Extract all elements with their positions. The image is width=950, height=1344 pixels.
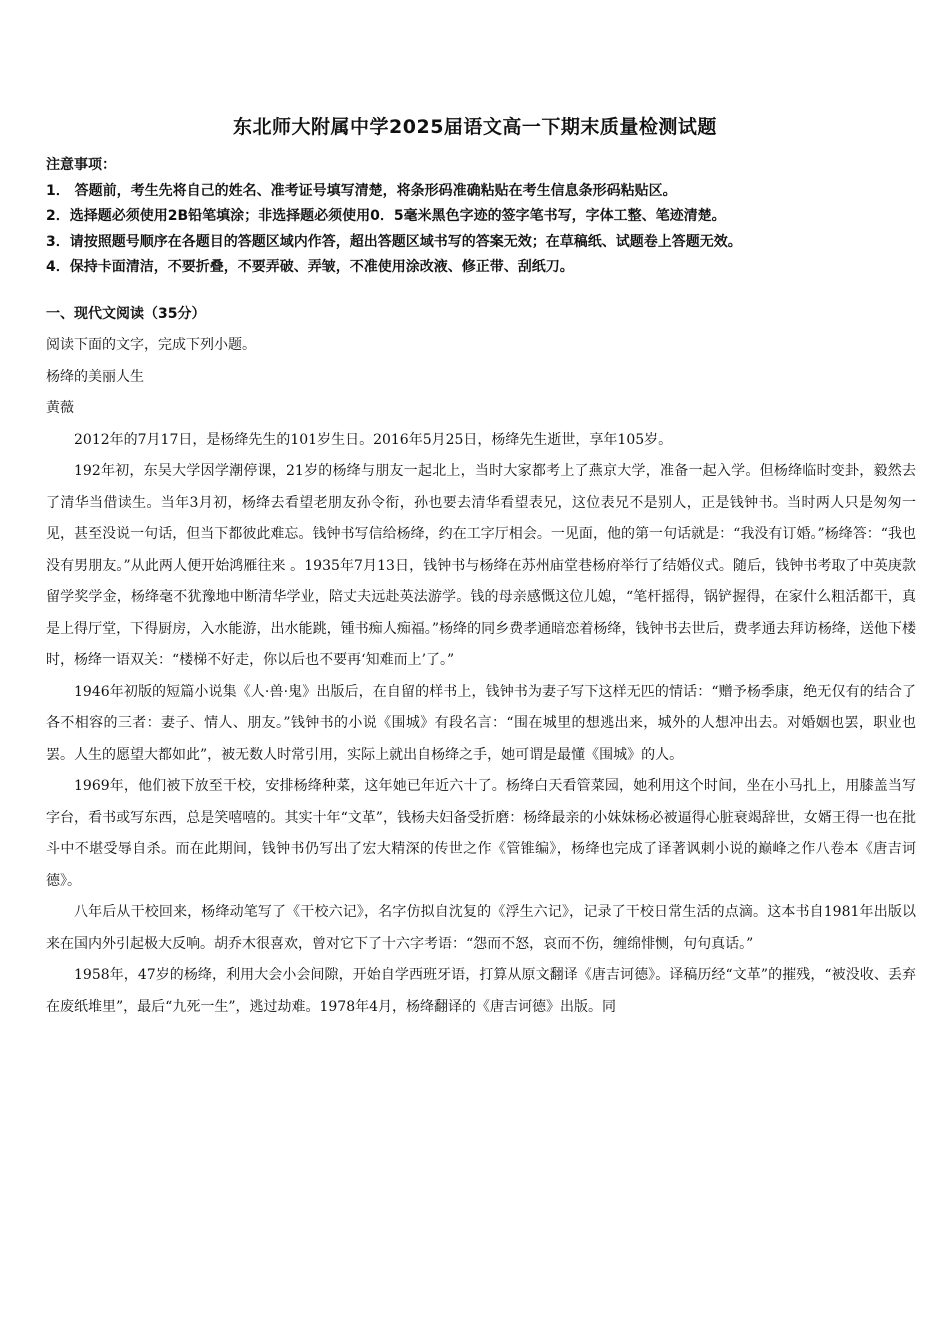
reading-section [46, 302, 916, 1023]
notice-item: 4．保持卡面清洁，不要折叠，不要弄破、弄皱，不准使用涂改液、修正带、刮纸刀。 [46, 259, 574, 275]
article-paragraph: 八年后从干校回来，杨绛动笔写了《干校六记》，名字仿拟自沈复的《浮生六记》，记录了干校日常生活的点滴。这本书自1981年出版以来在国内外引起极大反响。胡乔木很喜欢，曾对它下了十六字考语：“怨而不怒，哀而不伤，缠绵悱恻，句句真话。” [46, 904, 916, 952]
article-paragraph: 1969年，他们被下放至干校，安排杨绛种菜，这年她已年近六十了。杨绛白天看管菜园，她利用这个时间，坐在小马扎上，用膝盖当写字台，看书或写东西，总是笑嘻嘻的。其实十年“文革”，钱杨夫妇备受折磨：杨绛最亲的小妹妹杨必被逼得心脏衰竭辞世，女婿王得一也在批斗中不堪受辱自杀。而在此期间，钱钟书仍写出了宏大精深的传世之作《管锥编》，杨绛也完成了译著讽刺小说的巅峰之作八卷本《唐吉诃德》。 [46, 778, 916, 889]
section-instruction: 阅读下面的文字，完成下列小题。 [46, 337, 256, 353]
article-title: 杨绛的美丽人生 [46, 368, 144, 385]
article-paragraph: 1958年，47岁的杨绛，利用大会小会间隙，开始自学西班牙语，打算从原文翻译《唐吉诃德》。译稿历经“文革”的摧残，“被没收、丢弃在废纸堆里”，最后“九死一生”，逃过劫难。1978年4月，杨绛翻译的《唐吉诃德》出版。同 [46, 967, 916, 1015]
notice-item: 3．请按照题号顺序在各题目的答题区域内作答，超出答题区域书写的答案无效；在草稿纸、试题卷上答题无效。 [46, 233, 742, 250]
section-heading: 一、现代文阅读（35分） [46, 306, 206, 322]
notice-block [46, 153, 916, 281]
exam-title: 东北师大附属中学2025届语文高一下期末质量检测试题 [233, 116, 717, 138]
notice-heading: 注意事项： [46, 157, 116, 173]
article-paragraph: 1946年初版的短篇小说集《人·兽·鬼》出版后，在自留的样书上，钱钟书为妻子写下这样无匹的情话：“赠予杨季康，绝无仅有的结合了各不相容的三者：妻子、情人、朋友。”钱钟书的小说《围城》有段名言：“围在城里的想逃出来，城外的人想冲出去。对婚姻也罢，职业也罢。人生的愿望大都如此”，被无数人时常引用，实际上就出自杨绛之手，她可谓是最懂《围城》的人。 [46, 683, 916, 763]
article-paragraph: 192年初，东吴大学因学潮停课，21岁的杨绛与朋友一起北上，当时大家都考上了燕京大学，准备一起入学。但杨绛临时变卦，毅然去了清华当借读生。当年3月初，杨绛去看望老朋友孙令衔，孙也要去清华看望表兄，这位表兄不是别人，正是钱钟书。当时两人只是匆匆一见，甚至没说一句话，但当下都彼此难忘。钱钟书写信给杨绛，约在工字厅相会。一见面，他的第一句话就是：“我没有订婚。”杨绛答：“我也没有男朋友。”从此两人便开始鸿雁往来 。1935年7月13日，钱钟书与杨绛在苏州庙堂巷杨府举行了结婚仪式。随后，钱钟书考取了中英庚款留学奖学金，杨绛毫不犹豫地中断清华学业，陪丈夫远赴英法游学。钱的母亲感慨这位儿媳，“笔杆摇得，锅铲握得，在家什么粗活都干，真是上得厅堂，下得厨房，入水能游，出水能跳，锺书痴人痴福。”杨绛的同乡费孝通暗恋着杨绛，钱钟书去世后，费孝通去拜访杨绛，送他下楼时，杨绛一语双关：“楼梯不好走，你以后也不要再‘知难而上’了。” [46, 463, 916, 668]
notice-item: 2．选择题必须使用2B铅笔填涂；非选择题必须使用0．5毫米黑色字迹的签字笔书写，字体工整、笔迹清楚。 [46, 208, 726, 224]
article-author: 黄薇 [46, 400, 74, 416]
notice-item: 1． 答题前，考生先将自己的姓名、准考证号填写清楚，将条形码准确粘贴在考生信息条形码粘贴区。 [46, 182, 677, 199]
article-paragraph: 2012年的7月17日，是杨绛先生的101岁生日。2016年5月25日，杨绛先生逝世，享年105岁。 [74, 431, 673, 448]
